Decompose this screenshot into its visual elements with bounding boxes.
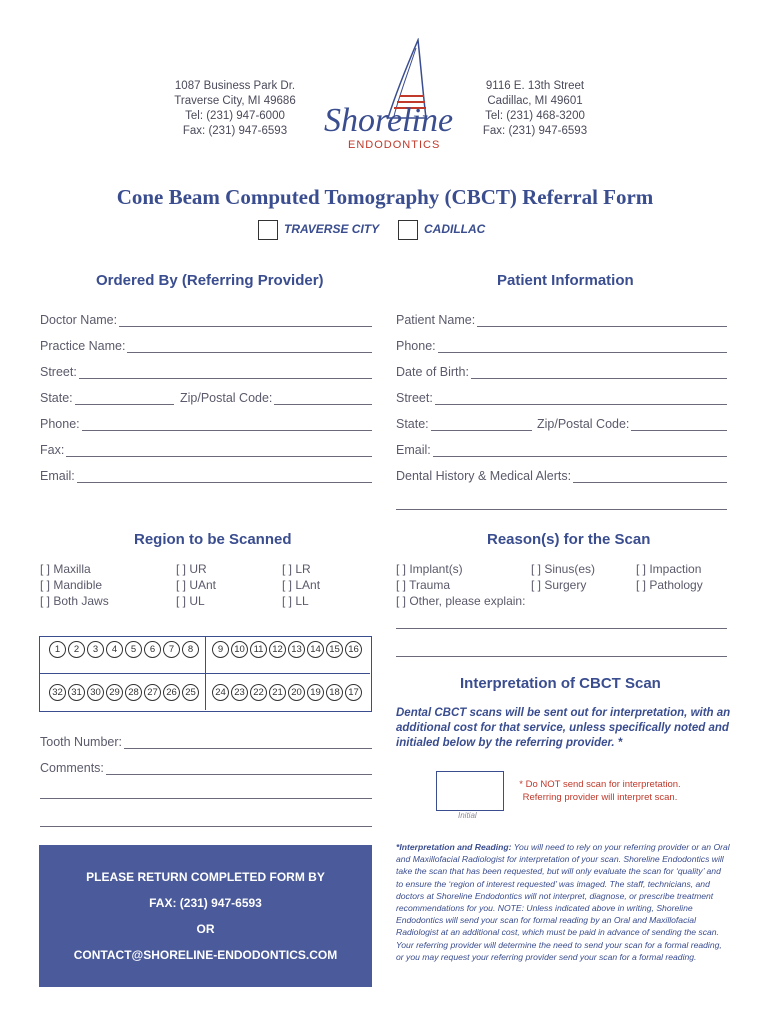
- right-address: [460, 79, 610, 139]
- tooth-6[interactable]: 6: [144, 641, 161, 658]
- uant-checkbox[interactable]: [ ] UAnt: [176, 578, 217, 592]
- do-not-send-line: * Do NOT send scan for interpretation.: [519, 779, 681, 790]
- tooth-31[interactable]: 31: [68, 684, 85, 701]
- field-label: State:: [40, 391, 73, 405]
- shoreline-logo: [318, 38, 458, 158]
- interpretation-text: Dental CBCT scans will be sent out for interpretation, with an additional cost for that service, unless specifically noted and initialed below by the referring provider. *: [396, 707, 731, 749]
- tooth-27[interactable]: 27: [144, 684, 161, 701]
- tooth-18[interactable]: 18: [326, 684, 343, 701]
- field-label: Patient Name:: [396, 313, 476, 327]
- tooth-8[interactable]: 8: [182, 641, 199, 658]
- traverse-city-label: TRAVERSE CITY: [284, 222, 380, 236]
- lr-checkbox[interactable]: [ ] LR: [282, 562, 311, 576]
- tooth-25[interactable]: 25: [182, 684, 199, 701]
- tooth-1[interactable]: 1: [49, 641, 66, 658]
- comments-line-3[interactable]: [40, 826, 372, 827]
- impaction-checkbox[interactable]: [ ] Impaction: [636, 562, 702, 576]
- patient-street-field[interactable]: [396, 391, 727, 405]
- tooth-11[interactable]: 11: [250, 641, 267, 658]
- field-label: Tooth Number:: [40, 735, 122, 749]
- left-address-line: Fax: (231) 947-6593: [182, 125, 288, 137]
- field-label: Practice Name:: [40, 339, 126, 353]
- right-address-line: Tel: (231) 468-3200: [485, 110, 585, 122]
- tooth-29[interactable]: 29: [106, 684, 123, 701]
- patient-name-field[interactable]: [396, 313, 727, 327]
- return-fax[interactable]: FAX: (231) 947-6593: [149, 896, 262, 910]
- field-label: Phone:: [396, 339, 436, 353]
- pathology-checkbox[interactable]: [ ] Pathology: [636, 578, 703, 592]
- field-label: Email:: [40, 469, 75, 483]
- logo-text: Shoreline: [324, 102, 454, 139]
- comments-field[interactable]: [40, 761, 372, 775]
- fax-field[interactable]: [40, 443, 372, 457]
- initial-box[interactable]: [436, 771, 504, 811]
- field-label: Phone:: [40, 417, 80, 431]
- other-explain-line-1[interactable]: [396, 628, 727, 629]
- page-title: Cone Beam Computed Tomography (CBCT) Referral Form: [116, 185, 654, 209]
- region-col-2: [176, 562, 216, 610]
- reasons-col-2: [531, 562, 595, 594]
- reasons-col-3: [636, 562, 703, 594]
- return-email[interactable]: CONTACT@SHORELINE-ENDODONTICS.COM: [73, 948, 338, 962]
- tooth-number-field[interactable]: [40, 735, 372, 749]
- tooth-24[interactable]: 24: [212, 684, 229, 701]
- state-field[interactable]: [40, 391, 174, 405]
- tooth-17[interactable]: 17: [345, 684, 362, 701]
- tooth-30[interactable]: 30: [87, 684, 104, 701]
- both-jaws-checkbox[interactable]: [ ] Both Jaws: [40, 594, 109, 608]
- tooth-28[interactable]: 28: [125, 684, 142, 701]
- tooth-20[interactable]: 20: [288, 684, 305, 701]
- left-address-line: Traverse City, MI 49686: [174, 95, 296, 107]
- tooth-4[interactable]: 4: [106, 641, 123, 658]
- interpretation-heading: Interpretation of CBCT Scan: [460, 675, 661, 692]
- tooth-2[interactable]: 2: [68, 641, 85, 658]
- return-instruction: PLEASE RETURN COMPLETED FORM BY: [86, 870, 325, 884]
- tooth-chart[interactable]: [39, 636, 372, 712]
- traverse-city-checkbox[interactable]: [258, 220, 278, 240]
- left-address: [160, 79, 310, 139]
- tooth-12[interactable]: 12: [269, 641, 286, 658]
- tooth-9[interactable]: 9: [212, 641, 229, 658]
- fine-print-body: You will need to rely on your referring provider or an Oral and Maxillofacial Radiologist for interpretation of your scan. Shoreline Endodontics will take the scan that has been requested, but will only evaluate the scan for ‘quality’ and to ensure the ‘region of interest requested’ was imaged. The staff, technicians, and doctors at Shoreline Endodontics will not interpret, diagnose, or prescribe treatment recommendations for you. NOTE: Unless indicated above in writing, Shoreline Endodontics will send your scan for formal reading by an Oral and Maxillofacial Radiologist at an additional cost, which must be paid in advance of sending the scan. Your referring provider will determine the need to send your scan for a formal reading, or you may request your referring provider send your scan for a formal reading.: [396, 842, 730, 962]
- field-label: Zip/Postal Code:: [180, 391, 273, 405]
- street-field[interactable]: [40, 365, 372, 379]
- practice-name-field[interactable]: [40, 339, 372, 353]
- field-label: Date of Birth:: [396, 365, 469, 379]
- date-of-birth-field[interactable]: [396, 365, 727, 379]
- tooth-22[interactable]: 22: [250, 684, 267, 701]
- region-col-1: [40, 562, 109, 610]
- tooth-10[interactable]: 10: [231, 641, 248, 658]
- tooth-23[interactable]: 23: [231, 684, 248, 701]
- patient-phone-field[interactable]: [396, 339, 727, 353]
- mandible-checkbox[interactable]: [ ] Mandible: [40, 578, 103, 592]
- tooth-13[interactable]: 13: [288, 641, 305, 658]
- tooth-21[interactable]: 21: [269, 684, 286, 701]
- interpretation-fine-print: [396, 841, 730, 963]
- field-label: Dental History & Medical Alerts:: [396, 469, 572, 483]
- zip-field[interactable]: [180, 391, 372, 405]
- tooth-3[interactable]: 3: [87, 641, 104, 658]
- other-checkbox[interactable]: [ ] Other, please explain:: [396, 594, 526, 608]
- right-address-line: Fax: (231) 947-6593: [482, 125, 588, 137]
- ll-checkbox[interactable]: [ ] LL: [282, 594, 309, 608]
- return-or: OR: [196, 922, 215, 936]
- implants-checkbox[interactable]: [ ] Implant(s): [396, 562, 463, 576]
- do-not-send-note: [510, 778, 690, 804]
- logo-subtext: ENDODONTICS: [348, 139, 441, 151]
- left-address-line: Tel: (231) 947-6000: [185, 110, 285, 122]
- ul-checkbox[interactable]: [ ] UL: [176, 594, 205, 608]
- email-field[interactable]: [40, 469, 372, 483]
- right-address-line: 9116 E. 13th Street: [485, 80, 585, 92]
- trauma-checkbox[interactable]: [ ] Trauma: [396, 578, 451, 592]
- field-label: Fax:: [40, 443, 65, 457]
- tooth-26[interactable]: 26: [163, 684, 180, 701]
- left-address-line: 1087 Business Park Dr.: [174, 80, 296, 92]
- right-address-line: Cadillac, MI 49601: [487, 95, 583, 107]
- patient-state-field[interactable]: [396, 417, 532, 431]
- cadillac-label: CADILLAC: [424, 222, 486, 236]
- dental-history-field[interactable]: [396, 469, 727, 483]
- tooth-15[interactable]: 15: [326, 641, 343, 658]
- tooth-7[interactable]: 7: [163, 641, 180, 658]
- region-heading: Region to be Scanned: [134, 531, 292, 548]
- patient-email-field[interactable]: [396, 443, 727, 457]
- tooth-5[interactable]: 5: [125, 641, 142, 658]
- provider-interpret-line: Referring provider will interpret scan.: [522, 792, 678, 803]
- reasons-heading: Reason(s) for the Scan: [487, 531, 651, 548]
- fine-print-lead: *Interpretation and Reading:: [396, 842, 512, 852]
- other-explain-line-2[interactable]: [396, 656, 727, 657]
- reasons-col-1: [396, 562, 525, 610]
- tooth-19[interactable]: 19: [307, 684, 324, 701]
- doctor-name-field[interactable]: [40, 313, 372, 327]
- ordered-by-heading: Ordered By (Referring Provider): [96, 272, 324, 289]
- surgery-checkbox[interactable]: [ ] Surgery: [531, 578, 587, 592]
- return-form-box: [39, 845, 372, 987]
- tooth-32[interactable]: 32: [49, 684, 66, 701]
- field-label: Zip/Postal Code:: [537, 417, 630, 431]
- cadillac-checkbox[interactable]: [398, 220, 418, 240]
- field-label: Street:: [40, 365, 77, 379]
- field-label: Street:: [396, 391, 433, 405]
- initial-label: Initial: [458, 811, 477, 820]
- ur-checkbox[interactable]: [ ] UR: [176, 562, 207, 576]
- maxilla-checkbox[interactable]: [ ] Maxilla: [40, 562, 91, 576]
- tooth-chart-divider-v: [205, 637, 206, 710]
- field-label: State:: [396, 417, 429, 431]
- patient-info-heading: Patient Information: [497, 272, 634, 289]
- comments-line-2[interactable]: [40, 798, 372, 799]
- field-label: Comments:: [40, 761, 104, 775]
- tooth-16[interactable]: 16: [345, 641, 362, 658]
- sinuses-checkbox[interactable]: [ ] Sinus(es): [531, 562, 596, 576]
- lant-checkbox[interactable]: [ ] LAnt: [282, 578, 321, 592]
- dental-history-line[interactable]: [396, 509, 727, 510]
- field-label: Doctor Name:: [40, 313, 118, 327]
- tooth-14[interactable]: 14: [307, 641, 324, 658]
- region-col-3: [282, 562, 320, 610]
- field-label: Email:: [396, 443, 431, 457]
- phone-field[interactable]: [40, 417, 372, 431]
- patient-zip-field[interactable]: [537, 417, 727, 431]
